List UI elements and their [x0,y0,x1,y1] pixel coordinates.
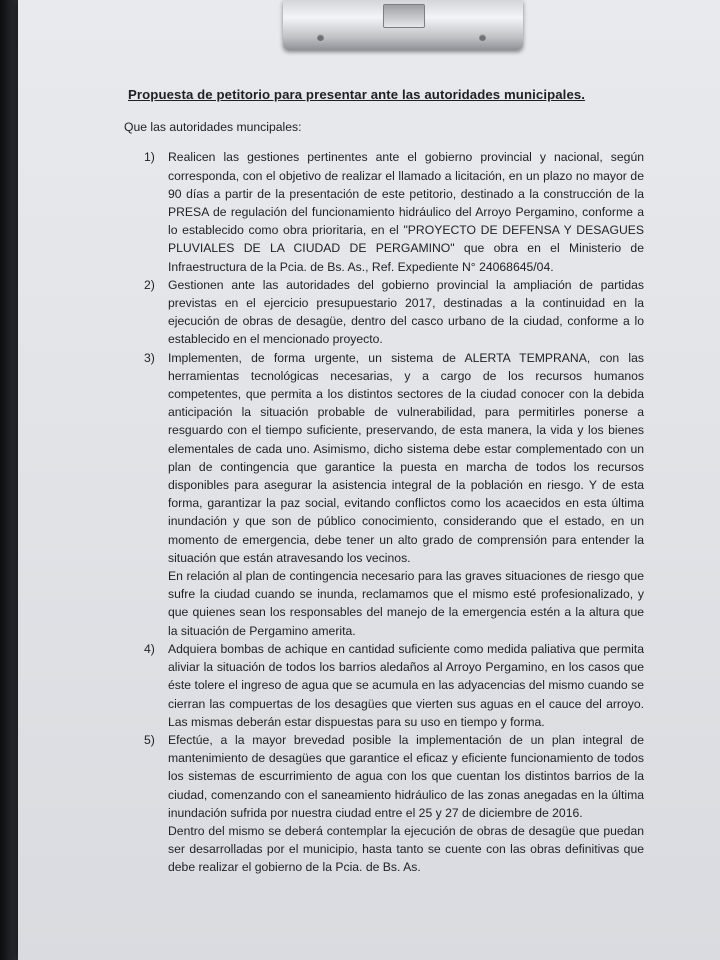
item-paragraph: Gestionen ante las autoridades del gobierno provincial la ampliación de partidas previstas en el ejercicio presupuestario 2017, destinadas a la continuidad en la ejecución de obras de desagüe, dentro del casco urbano de la ciudad, conforme a lo establecido en el mencionado proyecto. [168,277,644,347]
document-body [124,86,644,877]
item-paragraph: Efectúe, a la mayor brevedad posible la implementación de un plan integral de mantenimiento de desagües que garantice el eficaz y eficiente funcionamiento de todos los sistemas de escurrimiento de agua con los que cuentan los distintos barrios de la ciudad, comenzando con el saneamiento hidráulico de las zonas anegadas en la última inundación sufrida por nuestra ciudad entre el 25 y 27 de diciembre de 2016. [168,732,644,820]
clipboard-clip [283,0,523,50]
item-number: 5) [144,732,155,747]
list-item [124,640,644,731]
item-paragraph: Dentro del mismo se deberá contemplar la ejecución de obras de desagüe que puedan ser desarrolladas por el municipio, hasta tanto se cuente con las obras definitivas que debe realizar el gobierno de la Pcia. de Bs. As. [168,823,644,875]
request-list [124,148,644,876]
item-paragraph: Realicen las gestiones pertinentes ante el gobierno provincial y nacional, según corresponda, con el objetivo de realizar el llamado a licitación, en un plazo no mayor de 90 días a partir de la presentación de este petitorio, destinado a la construcción de la PRESA de regulación del funcionamiento hidráulico del Arroyo Pergamino, conforme a lo establecido como obra prioritaria, en el "PROYECTO DE DEFENSA Y DESAGUES PLUVIALES DE LA CIUDAD DE PERGAMINO" que obra en el Ministerio de Infraestructura de la Pcia. de Bs. As., Ref. Expediente N° 24068645/04. [168,150,644,274]
item-number: 1) [144,150,155,165]
list-item [124,731,644,877]
clip-rivet-left [317,34,324,41]
document-title: Propuesta de petitorio para presentar ante las autoridades municipales. [128,87,586,102]
list-item [124,276,644,349]
item-paragraph: En relación al plan de contingencia necesario para las graves situaciones de riesgo que sufre la ciudad cuando se inunda, reclamamos que el mismo esté profesionalizado, y que quienes sean los responsables del manejo de la emergencia estén a la altura que la situación de Pergamino amerita. [168,569,644,638]
item-number: 2) [144,277,155,292]
list-item [124,349,644,640]
item-paragraph: Adquiera bombas de achique en cantidad suficiente como medida paliativa que permita aliviar la situación de todos los barrios aledaños al Arroyo Pergamino, en los casos que éste tolere el ingreso de agua que se acumula en las adyacencias del mismo cuando se cierran las compuertas de los desagües que vierten sus aguas en el cauce del arroyo. Las mismas deberán estar dispuestas para su uso en tiempo y forma. [168,641,644,729]
item-number: 3) [144,350,155,365]
item-number: 4) [144,641,155,656]
clip-rivet-right [479,34,486,41]
list-item [124,148,644,275]
document-intro: Que las autoridades muncipales: [124,120,302,135]
item-paragraph: Implementen, de forma urgente, un sistema de ALERTA TEMPRANA, con las herramientas tecnológicas necesarias, y a cargo de los recursos humanos competentes, que permita a los distintos sectores de la ciudad conocer con la debida anticipación la situación probable de vulnerabilidad, para permitirles ponerse a resguardo con el tiempo suficiente, preservando, de esta manera, la vida y los bienes elementales de cada uno. Asimismo, dicho sistema debe estar complementado con un plan de contingencia que garantice la puesta en marcha de todos los recursos disponibles para asegurar la asistencia integral de la población en riesgo. Y de esta forma, garantizar la paz social, evitando conflictos como los acaecidos en esta última inundación y que son de público conocimiento, considerando que el estado, en un momento de emergencia, debe tener un alto grado de comprensión para entender la situación que están atravesando los vecinos. [168,350,644,565]
clip-plate [383,4,425,28]
clipboard-edge [0,0,20,960]
